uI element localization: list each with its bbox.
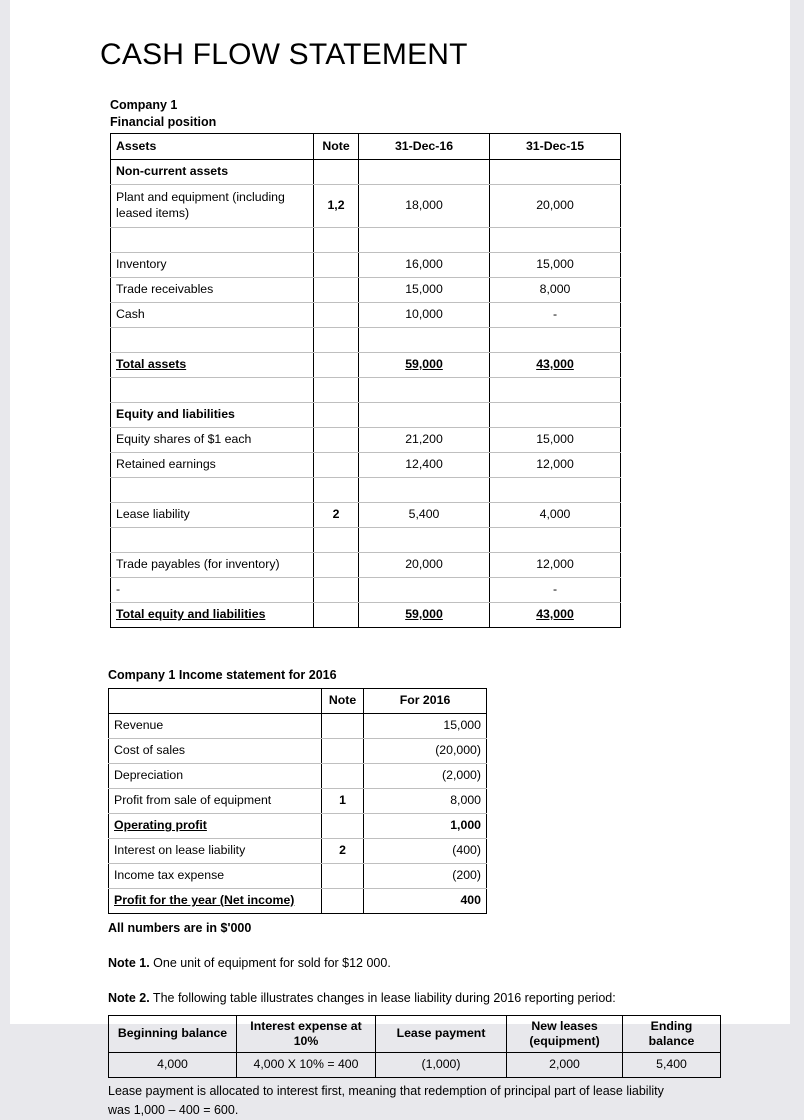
cell-label: Revenue <box>109 713 322 738</box>
cell-value: (400) <box>364 838 487 863</box>
cell-y16 <box>359 577 490 602</box>
cell-y16: 15,000 <box>359 277 490 302</box>
cell-value: 4,000 <box>109 1053 237 1078</box>
cell-label: Inventory <box>111 252 314 277</box>
cell-note <box>322 763 364 788</box>
column-header: For 2016 <box>364 688 487 713</box>
cell-label <box>111 527 314 552</box>
note-1-label: Note 1. <box>108 955 150 970</box>
table-row <box>111 227 621 252</box>
cell-y16: 5,400 <box>359 502 490 527</box>
cell-label: Depreciation <box>109 763 322 788</box>
cell-value: (200) <box>364 863 487 888</box>
cell-y16 <box>359 227 490 252</box>
cell-label: Non-current assets <box>111 159 314 184</box>
table-row <box>111 402 621 427</box>
cell-note <box>322 738 364 763</box>
cell-note <box>322 713 364 738</box>
table-row <box>109 763 487 788</box>
cell-label: Plant and equipment (including leased items) <box>111 184 314 227</box>
table-row <box>111 377 621 402</box>
table-row <box>111 602 621 627</box>
cell-y15 <box>490 227 621 252</box>
cell-note <box>314 427 359 452</box>
cell-note <box>314 477 359 502</box>
note-2-label: Note 2. <box>108 991 150 1005</box>
currency-footnote: All numbers are in $'000 <box>108 920 252 935</box>
income-statement-title: Company 1 Income statement for 2016 <box>108 667 337 682</box>
cell-y15: 43,000 <box>490 602 621 627</box>
table-row <box>111 477 621 502</box>
cell-note <box>314 527 359 552</box>
table-row <box>111 184 621 227</box>
cell-y16 <box>359 402 490 427</box>
cell-label: Total assets <box>111 352 314 377</box>
column-header <box>109 688 322 713</box>
cell-value: 4,000 X 10% = 400 <box>237 1053 376 1078</box>
column-header: Note <box>322 688 364 713</box>
cell-label: Profit from sale of equipment <box>109 788 322 813</box>
cell-y16: 59,000 <box>359 352 490 377</box>
cell-y16: 16,000 <box>359 252 490 277</box>
cell-note <box>314 602 359 627</box>
cell-y15: 15,000 <box>490 427 621 452</box>
cell-y15 <box>490 477 621 502</box>
table-row <box>109 838 487 863</box>
cell-y15 <box>490 527 621 552</box>
cell-label <box>111 327 314 352</box>
cell-note: 2 <box>314 502 359 527</box>
cell-label: Interest on lease liability <box>109 838 322 863</box>
cell-value: 15,000 <box>364 713 487 738</box>
lease-liability-table <box>108 1015 721 1078</box>
cell-label: - <box>111 577 314 602</box>
note-1 <box>100 954 740 972</box>
table-row <box>111 427 621 452</box>
cell-y15: 12,000 <box>490 452 621 477</box>
cell-label: Equity shares of $1 each <box>111 427 314 452</box>
table-row <box>111 502 621 527</box>
note-2 <box>100 989 740 1007</box>
table-header-row <box>109 1016 721 1053</box>
table-row <box>111 302 621 327</box>
cell-label <box>111 477 314 502</box>
page-title: CASH FLOW STATEMENT <box>100 38 468 71</box>
cell-value: 400 <box>364 888 487 913</box>
cell-y15: 8,000 <box>490 277 621 302</box>
cell-y15 <box>490 327 621 352</box>
column-header: Lease payment <box>376 1016 507 1053</box>
cell-y15 <box>490 402 621 427</box>
cell-note <box>322 813 364 838</box>
cell-note <box>314 277 359 302</box>
cell-label: Income tax expense <box>109 863 322 888</box>
table-row <box>111 352 621 377</box>
cell-note <box>314 552 359 577</box>
table-header-row <box>111 133 621 159</box>
table-row <box>109 713 487 738</box>
balance-sheet-section-label: Financial position <box>110 114 217 129</box>
cell-y15: 20,000 <box>490 184 621 227</box>
income-statement-table <box>108 688 487 914</box>
cell-value: 2,000 <box>507 1053 623 1078</box>
cell-note <box>322 888 364 913</box>
cell-value: 1,000 <box>364 813 487 838</box>
cell-note <box>314 302 359 327</box>
table-row <box>109 788 487 813</box>
cell-y16: 12,400 <box>359 452 490 477</box>
note-2-text: The following table illustrates changes in lease liability during 2016 reporting period: <box>149 991 616 1005</box>
cell-note <box>314 252 359 277</box>
column-header: Interest expense at 10% <box>237 1016 376 1053</box>
cell-label: Lease liability <box>111 502 314 527</box>
cell-y16 <box>359 527 490 552</box>
cell-y15: - <box>490 577 621 602</box>
cell-label <box>111 227 314 252</box>
column-header: Assets <box>111 133 314 159</box>
cell-y16: 18,000 <box>359 184 490 227</box>
table-row <box>109 738 487 763</box>
cell-note <box>314 327 359 352</box>
table-header-row <box>109 688 487 713</box>
cell-y15 <box>490 159 621 184</box>
balance-sheet-company-label: Company 1 <box>110 98 178 112</box>
cell-label: Profit for the year (Net income) <box>109 888 322 913</box>
closing-paragraph: Lease payment is allocated to interest first, meaning that redemption of principal part of lease liability was 1,000 – 400 = 600. <box>108 1084 664 1117</box>
cell-note <box>314 577 359 602</box>
cell-y16: 20,000 <box>359 552 490 577</box>
table-row <box>111 452 621 477</box>
cell-y16: 59,000 <box>359 602 490 627</box>
table-row <box>111 327 621 352</box>
cell-note <box>314 452 359 477</box>
cell-note <box>314 159 359 184</box>
table-row <box>109 813 487 838</box>
cell-y16 <box>359 327 490 352</box>
cell-label: Equity and liabilities <box>111 402 314 427</box>
column-header: Ending balance <box>623 1016 721 1053</box>
financial-position-table <box>110 133 621 628</box>
cell-label: Total equity and liabilities <box>111 602 314 627</box>
cell-label: Cost of sales <box>109 738 322 763</box>
cell-note: 1,2 <box>314 184 359 227</box>
cell-y15: 15,000 <box>490 252 621 277</box>
cell-note: 1 <box>322 788 364 813</box>
cell-note <box>314 227 359 252</box>
cell-label <box>111 377 314 402</box>
cell-value: (1,000) <box>376 1053 507 1078</box>
cell-note <box>322 863 364 888</box>
cell-label: Trade receivables <box>111 277 314 302</box>
table-row <box>109 1053 721 1078</box>
table-row <box>109 888 487 913</box>
note-1-text: One unit of equipment for sold for $12 000. <box>149 955 391 970</box>
table-row <box>111 527 621 552</box>
cell-value: 5,400 <box>623 1053 721 1078</box>
cell-y15: 12,000 <box>490 552 621 577</box>
cell-y15: 43,000 <box>490 352 621 377</box>
column-header: New leases (equipment) <box>507 1016 623 1053</box>
cell-label: Retained earnings <box>111 452 314 477</box>
cell-label: Operating profit <box>109 813 322 838</box>
cell-y16 <box>359 477 490 502</box>
table-row <box>111 277 621 302</box>
cell-note: 2 <box>322 838 364 863</box>
cell-y16 <box>359 159 490 184</box>
cell-label: Cash <box>111 302 314 327</box>
cell-value: (2,000) <box>364 763 487 788</box>
cell-value: (20,000) <box>364 738 487 763</box>
table-row <box>109 863 487 888</box>
table-row <box>111 552 621 577</box>
table-row <box>111 159 621 184</box>
column-header: 31-Dec-15 <box>490 133 621 159</box>
cell-label: Trade payables (for inventory) <box>111 552 314 577</box>
cell-value: 8,000 <box>364 788 487 813</box>
cell-note <box>314 377 359 402</box>
cell-y15: 4,000 <box>490 502 621 527</box>
document-body <box>100 38 740 1120</box>
table-row <box>111 252 621 277</box>
column-header: Note <box>314 133 359 159</box>
cell-note <box>314 352 359 377</box>
cell-y16: 21,200 <box>359 427 490 452</box>
cell-y15: - <box>490 302 621 327</box>
cell-y16: 10,000 <box>359 302 490 327</box>
cell-note <box>314 402 359 427</box>
column-header: Beginning balance <box>109 1016 237 1053</box>
document-page <box>10 0 790 1117</box>
cell-y15 <box>490 377 621 402</box>
column-header: 31-Dec-16 <box>359 133 490 159</box>
cell-y16 <box>359 377 490 402</box>
table-row <box>111 577 621 602</box>
